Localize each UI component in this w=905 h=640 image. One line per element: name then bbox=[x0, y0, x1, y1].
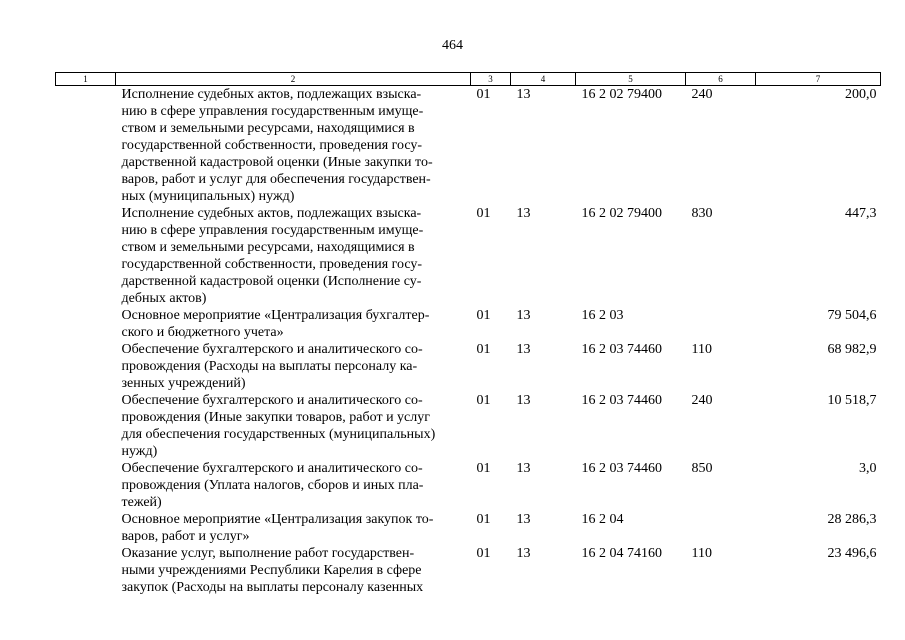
amount: 28 286,3 bbox=[827, 512, 877, 527]
amount: 200,0 bbox=[845, 87, 877, 102]
expense-name bbox=[116, 545, 471, 596]
expense-name-line: Обеспечение бухгалтерского и аналитического со- bbox=[121, 461, 423, 476]
expense-type-code: 830 bbox=[691, 206, 713, 221]
target-article-code: 16 2 03 74460 bbox=[581, 461, 662, 476]
subsection-code: 13 bbox=[516, 393, 531, 408]
expense-name-line: Исполнение судебных актов, подлежащих взыска- bbox=[121, 206, 422, 221]
amount: 79 504,6 bbox=[827, 308, 877, 323]
expense-name-line: нужд) bbox=[121, 444, 158, 459]
col-header-5: 5 bbox=[576, 73, 686, 86]
section-code: 01 bbox=[476, 546, 491, 561]
expense-name-line: провождения (Уплата налогов, сборов и иных пла- bbox=[121, 478, 424, 493]
target-article-code: 16 2 03 bbox=[581, 308, 624, 323]
section-code: 01 bbox=[476, 461, 491, 476]
section-code: 01 bbox=[476, 206, 491, 221]
expense-name-line: ными учреждениями Республики Карелия в сфере bbox=[121, 563, 422, 578]
page-number: 464 bbox=[442, 38, 463, 53]
expense-name bbox=[116, 307, 471, 341]
target-article-code: 16 2 02 79400 bbox=[581, 87, 662, 102]
table-row bbox=[56, 307, 881, 341]
expense-name-line: Основное мероприятие «Централизация бухгалтер- bbox=[121, 308, 430, 323]
cell-col1 bbox=[56, 307, 116, 341]
section-code: 01 bbox=[476, 87, 491, 102]
amount: 68 982,9 bbox=[827, 342, 877, 357]
table-row bbox=[56, 392, 881, 460]
expense-name-line: дебных актов) bbox=[121, 291, 207, 306]
subsection-code: 13 bbox=[516, 512, 531, 527]
section-code: 01 bbox=[476, 393, 491, 408]
col-header-6: 6 bbox=[686, 73, 756, 86]
section-code: 01 bbox=[476, 512, 491, 527]
cell-col1 bbox=[56, 205, 116, 307]
expense-name-line: дарственной кадастровой оценки (Иные закупки то- bbox=[121, 155, 433, 170]
table-row bbox=[56, 460, 881, 511]
section-code: 01 bbox=[476, 308, 491, 323]
expense-type-code bbox=[686, 511, 756, 545]
expense-name-line: нию в сфере управления государственным имуще- bbox=[121, 104, 424, 119]
amount: 23 496,6 bbox=[827, 546, 877, 561]
amount: 3,0 bbox=[859, 461, 877, 476]
target-article-code: 16 2 03 74460 bbox=[581, 342, 662, 357]
col-header-3: 3 bbox=[471, 73, 511, 86]
expense-name-line: ством и земельными ресурсами, находящимися в bbox=[121, 240, 415, 255]
expense-type-code: 110 bbox=[691, 546, 712, 561]
expense-name-line: зенных учреждений) bbox=[121, 376, 246, 391]
cell-col1 bbox=[56, 511, 116, 545]
expense-name bbox=[116, 341, 471, 392]
target-article-code: 16 2 04 bbox=[581, 512, 624, 527]
col-header-1: 1 bbox=[56, 73, 116, 86]
expense-name-line: провождения (Расходы на выплаты персоналу ка- bbox=[121, 359, 418, 374]
cell-col1 bbox=[56, 86, 116, 206]
expense-name-line: ством и земельными ресурсами, находящимися в bbox=[121, 121, 415, 136]
expense-type-code: 240 bbox=[691, 393, 713, 408]
subsection-code: 13 bbox=[516, 206, 531, 221]
expense-name bbox=[116, 511, 471, 545]
expense-name-line: ского и бюджетного учета» bbox=[121, 325, 284, 340]
budget-table bbox=[55, 72, 881, 596]
table-row bbox=[56, 341, 881, 392]
expense-name-line: для обеспечения государственных (муниципальных) bbox=[121, 427, 436, 442]
expense-name-line: Исполнение судебных актов, подлежащих взыска- bbox=[121, 87, 422, 102]
expense-name-line: Обеспечение бухгалтерского и аналитического со- bbox=[121, 342, 423, 357]
subsection-code: 13 bbox=[516, 87, 531, 102]
expense-name-line: провождения (Иные закупки товаров, работ и услуг bbox=[121, 410, 430, 425]
cell-col1 bbox=[56, 545, 116, 596]
expense-name-line: нию в сфере управления государственным имуще- bbox=[121, 223, 424, 238]
expense-name-line: варов, работ и услуг для обеспечения государствен- bbox=[121, 172, 431, 187]
expense-name bbox=[116, 392, 471, 460]
expense-name-line: тежей) bbox=[121, 495, 162, 510]
expense-name-line: государственной собственности, проведения госу- bbox=[121, 138, 423, 153]
table-row bbox=[56, 205, 881, 307]
subsection-code: 13 bbox=[516, 461, 531, 476]
expense-name-line: Основное мероприятие «Централизация закупок то- bbox=[121, 512, 434, 527]
expense-name bbox=[116, 86, 471, 206]
subsection-code: 13 bbox=[516, 342, 531, 357]
table-row bbox=[56, 545, 881, 596]
expense-name-line: государственной собственности, проведения госу- bbox=[121, 257, 423, 272]
subsection-code: 13 bbox=[516, 308, 531, 323]
col-header-7: 7 bbox=[756, 73, 881, 86]
amount: 10 518,7 bbox=[827, 393, 877, 408]
expense-type-code: 850 bbox=[691, 461, 713, 476]
column-number-header bbox=[56, 73, 881, 86]
table-row bbox=[56, 86, 881, 206]
expense-name bbox=[116, 205, 471, 307]
expense-name-line: дарственной кадастровой оценки (Исполнение су- bbox=[121, 274, 422, 289]
col-header-2: 2 bbox=[116, 73, 471, 86]
target-article-code: 16 2 03 74460 bbox=[581, 393, 662, 408]
expense-name-line: варов, работ и услуг» bbox=[121, 529, 250, 544]
expense-name-line: закупок (Расходы на выплаты персоналу казенных bbox=[121, 580, 424, 595]
expense-name-line: Обеспечение бухгалтерского и аналитического со- bbox=[121, 393, 423, 408]
cell-col1 bbox=[56, 392, 116, 460]
target-article-code: 16 2 04 74160 bbox=[581, 546, 662, 561]
expense-name bbox=[116, 460, 471, 511]
subsection-code: 13 bbox=[516, 546, 531, 561]
expense-name-line: ных (муниципальных) нужд) bbox=[121, 189, 295, 204]
col-header-4: 4 bbox=[511, 73, 576, 86]
section-code: 01 bbox=[476, 342, 491, 357]
expense-name-line: Оказание услуг, выполнение работ государствен- bbox=[121, 546, 415, 561]
cell-col1 bbox=[56, 460, 116, 511]
target-article-code: 16 2 02 79400 bbox=[581, 206, 662, 221]
expense-type-code: 240 bbox=[691, 87, 713, 102]
amount: 447,3 bbox=[845, 206, 877, 221]
expense-type-code: 110 bbox=[691, 342, 712, 357]
expense-type-code bbox=[686, 307, 756, 341]
cell-col1 bbox=[56, 341, 116, 392]
table-row bbox=[56, 511, 881, 545]
